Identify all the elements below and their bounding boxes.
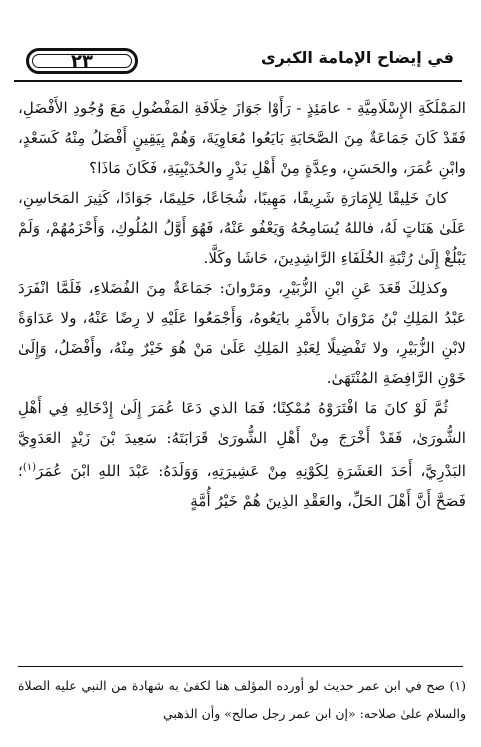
paragraph-4 [18, 393, 466, 516]
header-rule [14, 80, 462, 82]
footnote-reference: (١) [22, 462, 37, 473]
page-number: ٢٣ [71, 50, 93, 72]
paragraph-3: وكذلِكَ قَعَدَ عَنِ ابْنِ الزُّبَيْرِ، ومَرْوانَ: جَمَاعَةٌ مِنَ الفُضَلاءِ، فَلَمَّا انْفَرَدَ عَبْدُ المَلِكِ بْنُ مَرْوَانَ بالأَمْرِ بايَعُوهُ، وَأَجْمَعُوا عَلَيْهِ لا رِضًا عَنْهُ، ولا عَدَاوَةً لابْنِ الزُّبَيْرِ، ولا تَفْضِيلًا لِعَبْدِ المَلِكِ عَلَىٰ مَنْ هُوَ خَيْرٌ مِنْهُ، وأَفْضَلُ، وَإِلَىٰ خَوْنِ الرَّافِضَةِ المُنْتَهَىٰ. [18, 279, 466, 387]
footnote: (١) صح في ابن عمر حديث لو أورده المؤلف هنا لكفىٰ به شهادة من النبي عليه الصلاة والسلام علىٰ صلاحه: «إن ابن عمر رجل صالح» وأن الذهبي [18, 678, 466, 721]
paragraph-4-tail: ؛ فَصَحَّ أَنَّ أَهْلَ الحَلِّ، والعَقْدِ الذِينَ هُمْ خَيْرُ أُمَّةٍ [18, 462, 466, 511]
body-text [18, 93, 466, 516]
running-title: في إيضاح الإمامة الكبرى [260, 48, 454, 67]
footnote-separator [18, 666, 463, 667]
paragraph-4-text: ثُمَّ لَوْ كانَ مَا افْتَرَوْهُ مُمْكِنًا؛ فَمَا الذي دَعَا عُمَرَ إِلَىٰ إِدْخَالِهِ فِي أَهْلِ الشُّورَىٰ، فَقَدْ أَخْرَجَ مِنْ أَهْلِ الشُّورَىٰ قَرَابَتَهُ: سَعِيدَ بْنَ زَيْدٍ العَدَوِيَّ البَدْرِيَّ، أَحَدَ العَشَرَةِ لِكَوْنِهِ مِنْ عَشِيرَتِهِ، وَوَلَدَهُ: عَبْدَ اللهِ ابْنَ عُمَرَ [18, 399, 466, 481]
paragraph-2: كانَ خَلِيقًا لِلإِمَارَةِ شَرِيفًا، مَهِيبًا، شُجَاعًا، حَلِيمًا، جَوَادًا، كَثِيرَ المَحَاسِنِ، عَلَىٰ هَنَاتٍ لَهُ، فاللهُ يُسَامِحُهُ وَيَعْفُو عَنْهُ، فَهُوَ أَوَّلُ المُلُوكِ، وَأَحْزَمُهُمْ، وَلَمْ يَبْلُغْ إِلَىٰ رُتْبَةِ الخُلَفَاءِ الرَّاشِدِينَ، حَاشَا وكَلَّا. [18, 189, 466, 267]
paragraph-1: المَمْلَكَةِ الإِسْلَامِيَّةِ - عامَئِذٍ - رَأَوْا جَوَازَ خِلَافَةِ المَفْضُولِ مَعَ وُجُودِ الأَفْضَلِ، فَقَدْ كَانَ جَمَاعَةٌ مِنَ الصَّحَابَةِ بَايَعُوا مُعَاوِيَةَ، وَهُمْ بِيَقِينٍ أَفْضَلُ مِنْهُ كَسَعْدٍ، وابْنِ عُمَرَ، والحَسَنِ، وعِدَّةٍ مِنْ أَهْلِ بَدْرٍ والحُدَيْبِيَةِ، فَكَانَ مَاذَا؟ [18, 99, 466, 177]
page-header [14, 44, 462, 82]
page-number-frame [26, 48, 138, 74]
